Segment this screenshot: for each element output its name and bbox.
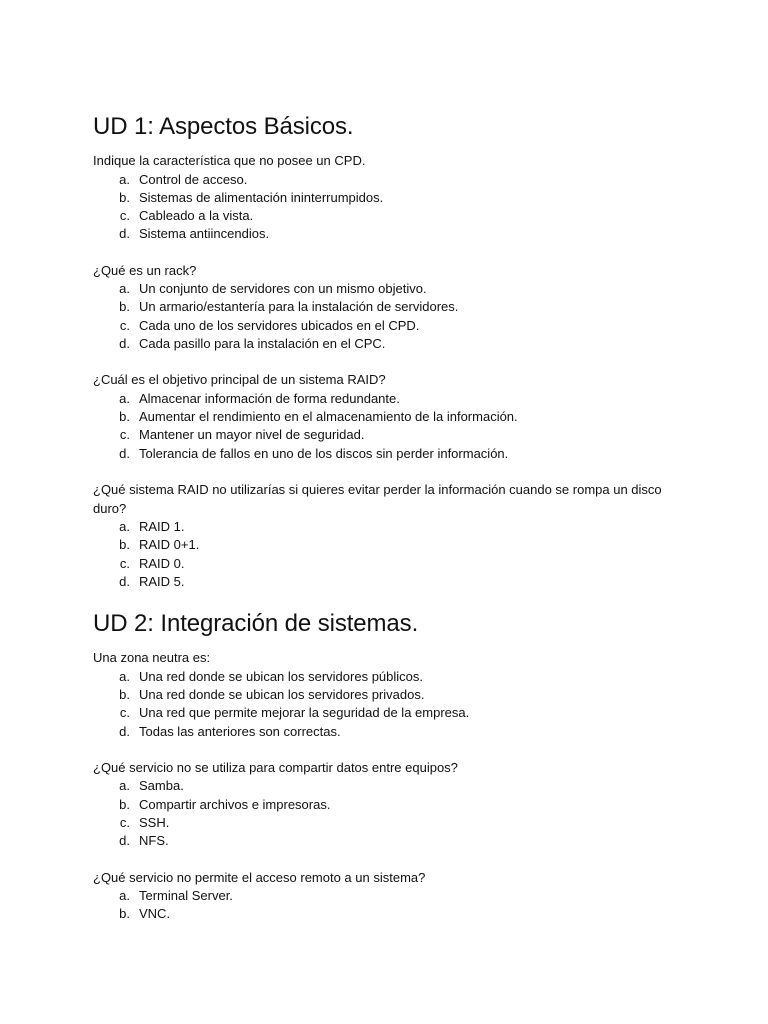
question [93,481,688,591]
question-text: ¿Qué servicio no se utiliza para compartir datos entre equipos? [93,759,458,775]
options-list [93,171,688,244]
option-text: SSH. [139,815,170,831]
option-text: NFS. [139,833,169,849]
option-letter: c. [119,208,130,224]
option-item [93,445,688,463]
option-text: Control de acceso. [139,171,248,187]
option-text: Cada pasillo para la instalación en el CPC. [139,336,386,352]
option-letter: a. [119,171,130,187]
option-item [93,408,688,426]
question [93,649,688,741]
option-text: Sistema antiincendios. [139,226,270,242]
option-item [93,171,688,189]
option-item [93,298,688,316]
option-letter: a. [119,281,130,297]
option-text: RAID 1. [139,519,185,535]
option-item [93,796,688,814]
option-letter: b. [119,906,130,922]
option-letter: c. [119,705,130,721]
option-text: Samba. [139,778,184,794]
option-letter: d. [119,833,130,849]
unit-heading: UD 2: Integración de sistemas. [93,610,419,638]
option-item [93,207,688,225]
option-item [93,814,688,832]
option-item [93,704,688,722]
option-item [93,887,688,905]
option-letter: a. [119,778,130,794]
options-list [93,777,688,850]
option-letter: a. [119,519,130,535]
question [93,869,688,924]
question-text: ¿Qué servicio no permite el acceso remoto a un sistema? [93,869,426,885]
option-letter: d. [119,573,130,589]
option-letter: c. [119,815,130,831]
option-letter: b. [119,796,130,812]
question [93,152,688,244]
option-letter: b. [119,409,130,425]
option-text: VNC. [139,906,171,922]
option-letter: d. [119,226,130,242]
option-letter: c. [119,427,130,443]
option-letter: b. [119,537,130,553]
option-text: RAID 0+1. [139,537,200,553]
option-letter: a. [119,390,130,406]
question-text: ¿Qué sistema RAID no utilizarías si quieres evitar perder la información cuando se rompa un disco duro? [93,482,662,516]
option-text: Un conjunto de servidores con un mismo objetivo. [139,281,427,297]
option-text: Tolerancia de fallos en uno de los discos sin perder información. [139,445,509,461]
options-list [93,280,688,353]
options-list [93,887,688,924]
option-item [93,723,688,741]
option-item [93,777,688,795]
option-item [93,317,688,335]
option-letter: c. [119,555,130,571]
option-item [93,686,688,704]
options-list [93,390,688,463]
option-letter: d. [119,445,130,461]
option-letter: b. [119,687,130,703]
question-text: ¿Qué es un rack? [93,262,197,278]
option-item [93,518,688,536]
unit-heading: UD 1: Aspectos Básicos. [93,113,354,140]
option-item [93,280,688,298]
option-text: Sistemas de alimentación ininterrumpidos. [139,189,384,205]
option-letter: b. [119,299,130,315]
option-text: Todas las anteriores son correctas. [139,723,341,739]
question [93,759,688,851]
options-list [93,668,688,741]
option-item [93,536,688,554]
question-text: ¿Cuál es el objetivo principal de un sistema RAID? [93,372,386,388]
option-text: Una red que permite mejorar la seguridad de la empresa. [139,705,470,721]
option-item [93,668,688,686]
option-letter: a. [119,668,130,684]
option-text: Compartir archivos e impresoras. [139,796,331,812]
option-item [93,426,688,444]
question-text: Indique la característica que no posee un CPD. [93,153,366,168]
question-text: Una zona neutra es: [93,650,211,666]
option-item [93,832,688,850]
option-text: Terminal Server. [139,888,233,904]
option-item [93,555,688,573]
option-letter: a. [119,888,130,904]
option-text: Una red donde se ubican los servidores públicos. [139,668,424,684]
option-text: Cada uno de los servidores ubicados en el CPD. [139,317,420,333]
option-item [93,335,688,353]
option-item [93,905,688,923]
question [93,371,688,463]
unit-section [93,609,688,923]
option-text: Una red donde se ubican los servidores privados. [139,687,425,703]
option-text: RAID 0. [139,555,185,571]
option-letter: d. [119,723,130,739]
option-item [93,225,688,243]
option-text: RAID 5. [139,573,185,589]
option-text: Almacenar información de forma redundante. [139,390,400,406]
option-text: Aumentar el rendimiento en el almacenamiento de la información. [139,409,518,425]
option-item [93,189,688,207]
option-text: Cableado a la vista. [139,208,254,224]
option-letter: b. [119,189,130,205]
option-letter: d. [119,336,130,352]
option-item [93,390,688,408]
options-list [93,518,688,591]
unit-section [93,112,688,591]
option-text: Un armario/estantería para la instalación de servidores. [139,299,459,315]
question [93,262,688,354]
option-text: Mantener un mayor nivel de seguridad. [139,427,365,443]
option-item [93,573,688,591]
option-letter: c. [119,317,130,333]
